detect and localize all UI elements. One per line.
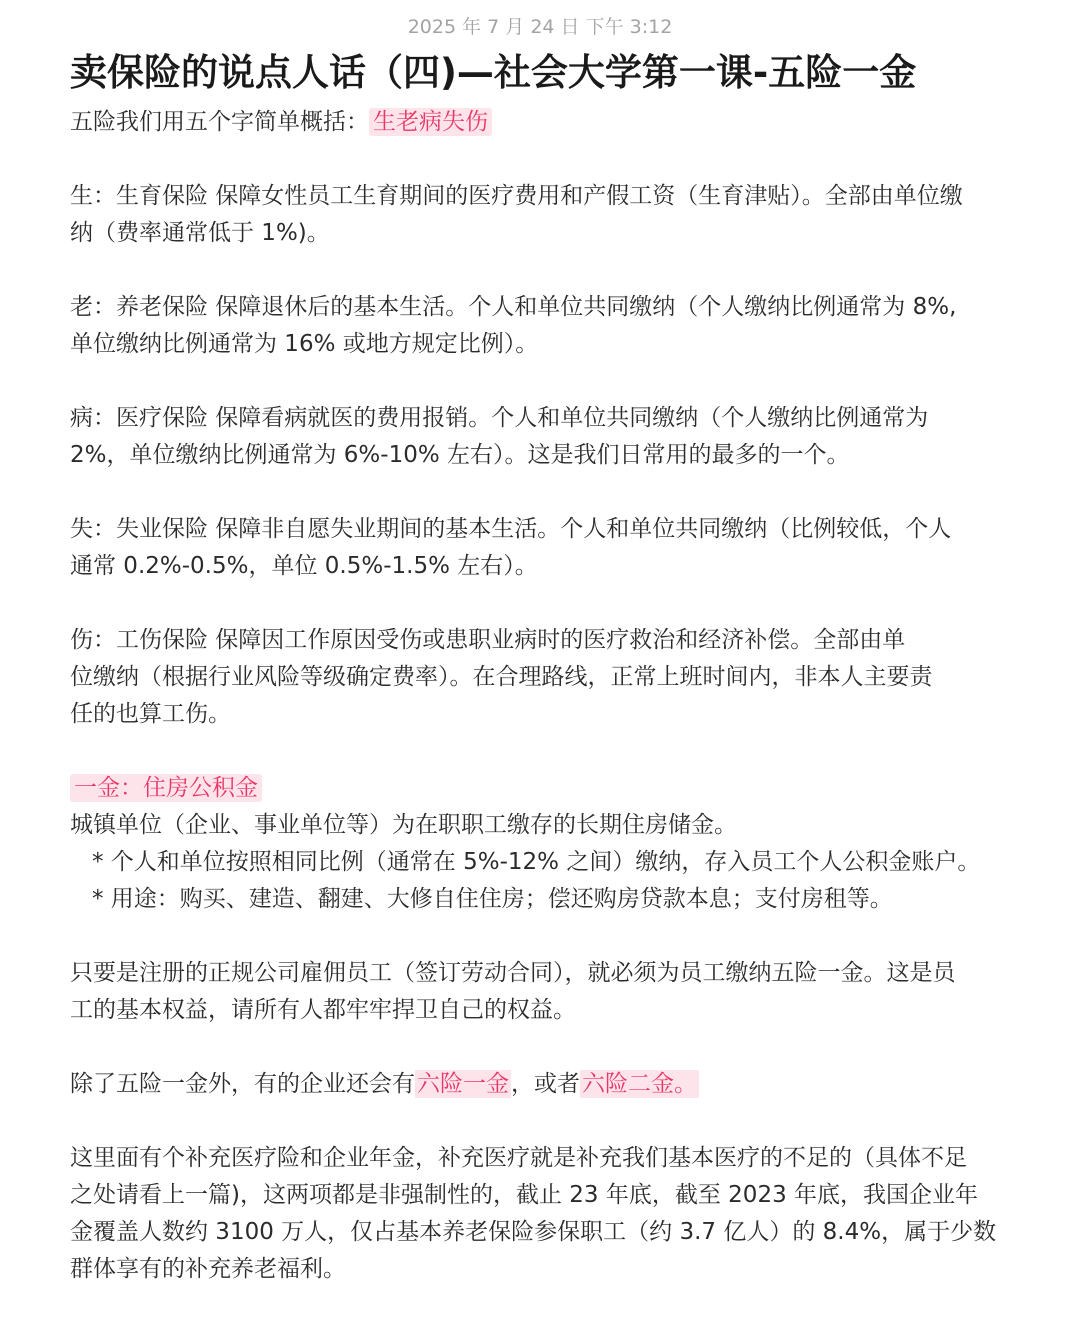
paragraph-lao-line-2: 单位缴纳比例通常为 16% 或地方规定比例）。 bbox=[70, 331, 539, 357]
extra-highlight-1: 六险一金 bbox=[417, 1071, 509, 1097]
paragraph-supp-line-4: 群体享有的补充养老福利。 bbox=[70, 1256, 346, 1282]
paragraph-lao-line-1: 老：养老保险 保障退休后的基本生活。个人和单位共同缴纳（个人缴纳比例通常为 8%, bbox=[70, 294, 957, 320]
paragraph-supp-line-1: 这里面有个补充医疗险和企业年金，补充医疗就是补充我们基本医疗的不足的（具体不足 bbox=[70, 1145, 967, 1171]
paragraph-shang-line-2: 位缴纳（根据行业风险等级确定费率）。在合理路线，正常上班时间内，非本人主要责 bbox=[70, 664, 933, 690]
intro-highlight: 生老病失伤 bbox=[369, 108, 492, 136]
paragraph-bing-line-1: 病：医疗保险 保障看病就医的费用报销。个人和单位共同缴纳（个人缴纳比例通常为 bbox=[70, 405, 929, 431]
yijin-bullet-1: * 个人和单位按照相同比例（通常在 5%-12% 之间）缴纳，存入员工个人公积金账户。 bbox=[92, 849, 981, 875]
intro-line bbox=[70, 104, 1020, 140]
extra-middle: ，或者 bbox=[511, 1071, 580, 1097]
paragraph-shi-line-2: 通常 0.2%-0.5%，单位 0.5%-1.5% 左右）。 bbox=[70, 553, 538, 579]
extra-highlight-2: 六险二金。 bbox=[582, 1071, 697, 1097]
paragraph-supp-line-3: 金覆盖人数约 3100 万人，仅占基本养老保险参保职工（约 3.7 亿人）的 8.4%，属于少数 bbox=[70, 1219, 997, 1245]
paragraph-shang-line-3: 任的也算工伤。 bbox=[70, 701, 231, 727]
yijin-bullet-2: * 用途：购买、建造、翻建、大修自住住房；偿还购房贷款本息；支付房租等。 bbox=[92, 886, 893, 912]
page-title: 卖保险的说点人话（四)—社会大学第一课-五险一金 bbox=[70, 51, 917, 94]
paragraph-supp-line-2: 之处请看上一篇)，这两项都是非强制性的，截止 23 年底，截至 2023 年底，我国企业年 bbox=[70, 1182, 979, 1208]
yijin-heading: 一金：住房公积金 bbox=[70, 774, 262, 802]
yijin-heading-line bbox=[70, 770, 1020, 806]
timestamp: 2025 年 7 月 24 日 下午 3:12 bbox=[407, 16, 673, 38]
paragraph-sheng-line-2: 纳（费率通常低于 1%)。 bbox=[70, 220, 330, 246]
paragraph-shang-line-1: 伤：工伤保险 保障因工作原因受伤或患职业病时的医疗救治和经济补偿。全部由单 bbox=[70, 627, 906, 653]
paragraph-sheng-line-1: 生：生育保险 保障女性员工生育期间的医疗费用和产假工资（生育津贴）。全部由单位缴 bbox=[70, 183, 963, 209]
paragraph-rights-line-2: 工的基本权益，请所有人都牢牢捍卫自己的权益。 bbox=[70, 997, 576, 1023]
extra-prefix: 除了五险一金外，有的企业还会有 bbox=[70, 1071, 415, 1097]
paragraph-shi-line-1: 失：失业保险 保障非自愿失业期间的基本生活。个人和单位共同缴纳（比例较低，个人 bbox=[70, 516, 952, 542]
paragraph-extra-line bbox=[70, 1066, 1020, 1102]
yijin-description: 城镇单位（企业、事业单位等）为在职职工缴存的长期住房储金。 bbox=[70, 812, 737, 838]
paragraph-rights-line-1: 只要是注册的正规公司雇佣员工（签订劳动合同），就必须为员工缴纳五险一金。这是员 bbox=[70, 960, 956, 986]
paragraph-bing-line-2: 2%，单位缴纳比例通常为 6%-10% 左右）。这是我们日常用的最多的一个。 bbox=[70, 442, 850, 468]
intro-prefix: 五险我们用五个字简单概括： bbox=[70, 109, 369, 135]
